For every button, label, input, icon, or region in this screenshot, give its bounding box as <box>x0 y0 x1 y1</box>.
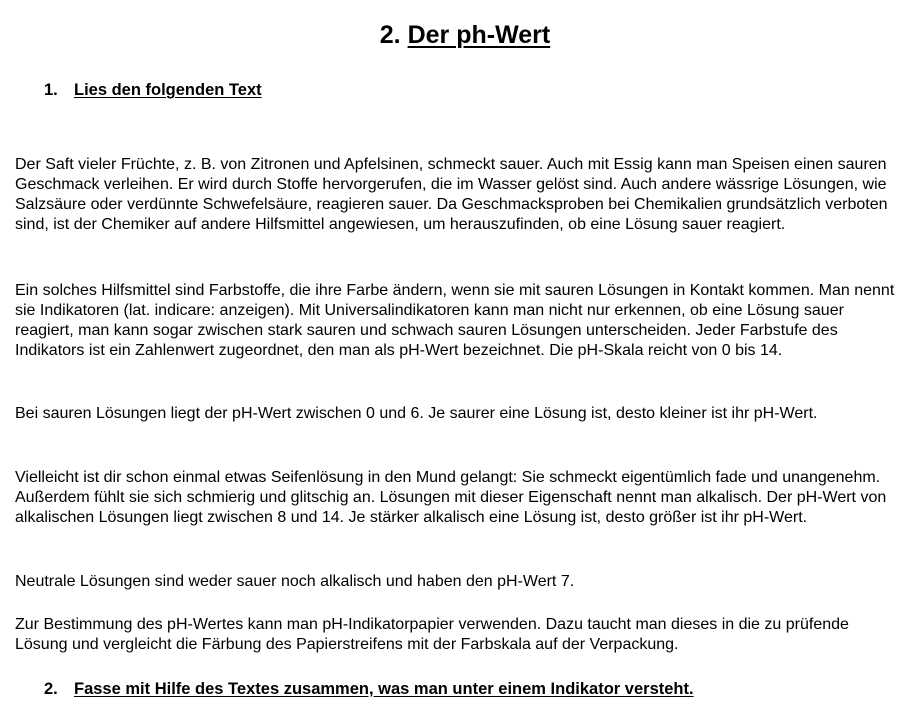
paragraph-acidic-solutions: Bei sauren Lösungen liegt der pH-Wert zwischen 0 und 6. Je saurer eine Lösung ist, desto kleiner ist ihr pH-Wert. <box>15 405 818 422</box>
task-text: Fasse mit Hilfe des Textes zusammen, was man unter einem Indikator versteht. <box>74 680 694 698</box>
paragraph-alkaline-solutions: Vielleicht ist dir schon einmal etwas Seifenlösung in den Mund gelangt: Sie schmeckt eigentümlich fade und unangenehm. Außerdem fühlt sie sich schmierig und glitschig an. Lösungen mit dieser Eigenschaft nennt man alkalisch. Der pH-Wert von alkalischen Lösungen liegt zwischen 8 und 14. Je stärker alkalisch eine Lösung ist, desto größer ist ihr pH-Wert. <box>15 469 887 526</box>
title-number: 2. <box>379 21 401 49</box>
paragraph-fruit-juice: Der Saft vieler Früchte, z. B. von Zitronen und Apfelsinen, schmeckt sauer. Auch mit Essig kann man Speisen einen sauren Geschmack verleihen. Er wird durch Stoffe hervorgerufen, die im Wasser gelöst sind. Auch andere wässrige Lösungen, wie Salzsäure oder verdünnte Schwefelsäure, reagieren sauer. Da Geschmacksproben bei Chemikalien grundsätzlich verboten sind, ist der Chemiker auf andere Hilfsmittel angewiesen, um herauszufinden, ob eine Lösung sauer reagiert. <box>15 156 888 233</box>
task-number: 2. <box>44 680 58 698</box>
paragraph-indicators: Ein solches Hilfsmittel sind Farbstoffe, die ihre Farbe ändern, wenn sie mit sauren Lösungen in Kontakt kommen. Man nennt sie Indikatoren (lat. indicare: anzeigen). Mit Universalindikatoren kann man nicht nur erkennen, ob eine Lösung sauer reagiert, man kann sogar zwischen stark sauren und schwach sauren Lösungen unterscheiden. Jeder Farbstufe des Indikators ist ein Zahlenwert zugeordnet, den man als pH-Wert bezeichnet. Die pH-Skala reicht von 0 bis 14. <box>15 282 895 359</box>
task-heading-2 <box>44 679 694 699</box>
task-text: Lies den folgenden Text <box>74 81 262 99</box>
task-number: 1. <box>44 81 58 99</box>
title-text: Der ph-Wert <box>407 21 551 49</box>
task-heading-1 <box>44 80 262 100</box>
paragraph-neutral-solutions: Neutrale Lösungen sind weder sauer noch alkalisch und haben den pH-Wert 7. <box>15 573 575 590</box>
paragraph-indicator-paper: Zur Bestimmung des pH-Wertes kann man pH-Indikatorpapier verwenden. Dazu taucht man dieses in die zu prüfende Lösung und vergleicht die Färbung des Papierstreifens mit der Farbskala auf der Verpackung. <box>15 616 849 653</box>
page-title <box>0 20 908 50</box>
